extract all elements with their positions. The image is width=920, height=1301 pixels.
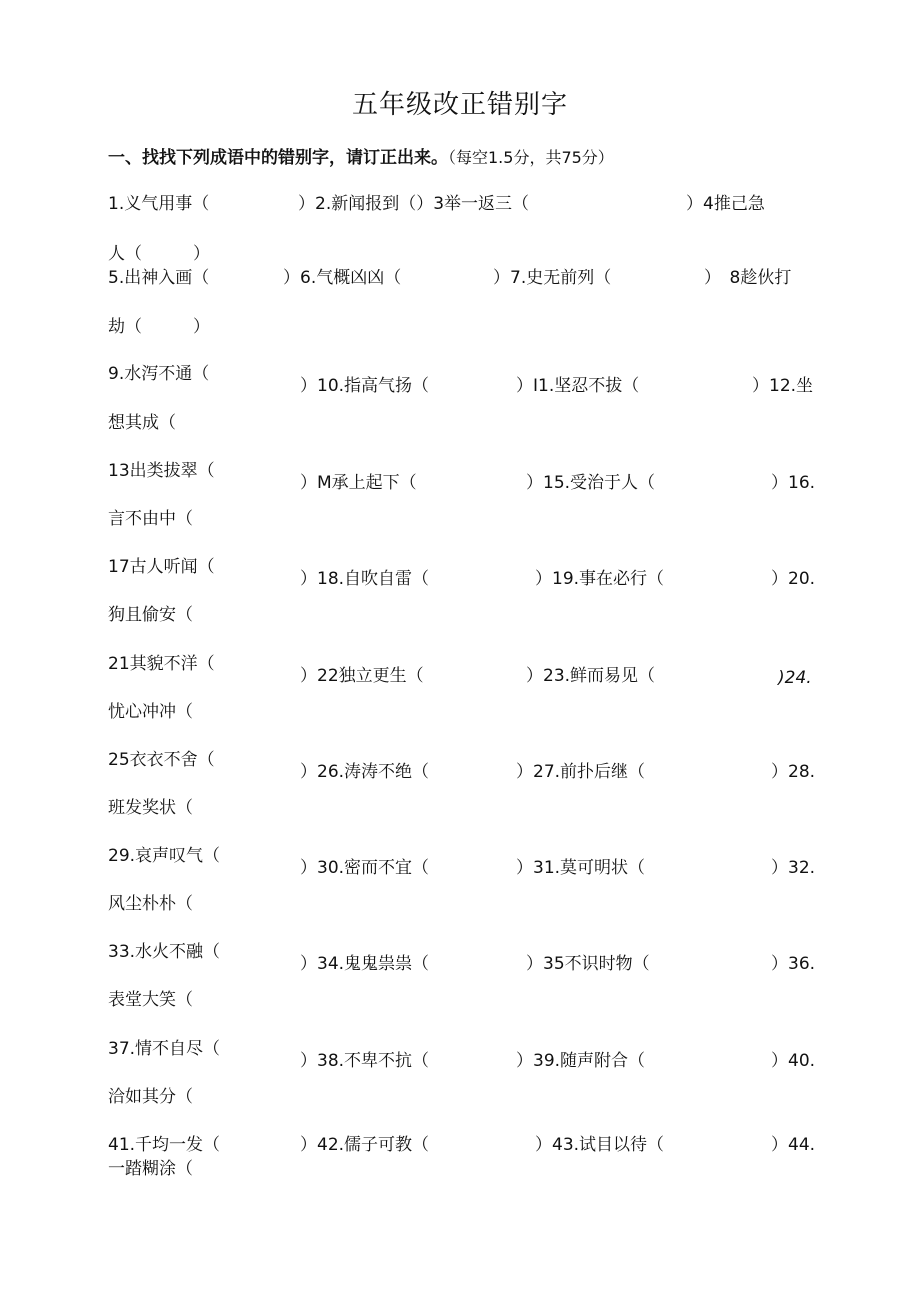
item-text: ）23.鲜而易见（ — [526, 666, 656, 686]
item-text: ）27.前扑后继（ — [516, 762, 646, 782]
item-text: 25衣衣不舍（ — [108, 750, 215, 770]
item-continuation: 班发奖状（ — [108, 798, 193, 818]
item-continuation: 洽如其分（ — [108, 1087, 193, 1107]
item-continuation: 劫（ ） — [108, 317, 210, 337]
item-text: 29.哀声叹气（ — [108, 846, 221, 866]
item-text: ）38.不卑不抗（ — [300, 1051, 430, 1071]
item-text: ）16. — [771, 473, 816, 493]
item-continuation: 一踏糊涂（ — [108, 1159, 193, 1179]
item-text: ）12.坐 — [752, 376, 814, 396]
item-text: ）I1.坚忍不拔（ — [516, 376, 640, 396]
item-continuation: 表堂大笑（ — [108, 990, 193, 1010]
item-text: )24. — [778, 668, 812, 688]
item-text: ） 8趁伙打 — [704, 268, 792, 288]
item-text: 13出类拔翠（ — [108, 461, 215, 481]
item-text: ）40. — [771, 1051, 816, 1071]
section-instruction — [108, 143, 614, 168]
item-text: ）30.密而不宜（ — [300, 858, 430, 878]
item-continuation: 狗且偷安（ — [108, 605, 193, 625]
item-continuation: 想其成（ — [108, 413, 176, 433]
item-text: ）43.试目以待（ — [535, 1135, 665, 1155]
item-text: ）22独立更生（ — [300, 666, 424, 686]
item-text: ）M承上起下（ — [300, 473, 417, 493]
page-title: 五年级改正错别字 — [351, 90, 568, 120]
item-text: 37.情不自尽（ — [108, 1039, 221, 1059]
item-text: 5.出神入画（ — [108, 268, 210, 288]
item-continuation: 风尘朴朴（ — [108, 894, 193, 914]
item-text: ）44. — [771, 1135, 816, 1155]
item-text: 21其貌不洋（ — [108, 654, 215, 674]
item-continuation: 人（ ） — [108, 244, 210, 264]
item-text: ）15.受治于人（ — [526, 473, 656, 493]
item-text: ）7.史无前列（ — [493, 268, 612, 288]
item-text: ）2.新闻报到（）3举一返三（ — [298, 194, 530, 214]
item-text: ）26.涛涛不绝（ — [300, 762, 430, 782]
section-heading: 一、找找下列成语中的错别字，请订正出来。 — [108, 148, 448, 168]
item-text: ）10.指高气扬（ — [300, 376, 430, 396]
item-text: ）19.事在必行（ — [535, 569, 665, 589]
item-text: ）20. — [771, 569, 816, 589]
item-text: ）31.莫可明状（ — [516, 858, 646, 878]
item-text: ）32. — [771, 858, 816, 878]
item-continuation: 忧心冲冲（ — [108, 702, 193, 722]
item-text: 41.千均一发（ — [108, 1135, 221, 1155]
item-text: ）4推己急 — [686, 194, 765, 214]
item-text: ）35不识时物（ — [526, 954, 650, 974]
section-note: （每空1.5分，共75分） — [448, 148, 614, 167]
item-text: 1.义气用事（ — [108, 194, 210, 214]
item-text: ）42.儒子可教（ — [300, 1135, 430, 1155]
item-text: ）6.气概凶凶（ — [283, 268, 402, 288]
item-text: ）36. — [771, 954, 816, 974]
item-text: 33.水火不融（ — [108, 942, 221, 962]
item-text: ）34.鬼鬼祟祟（ — [300, 954, 430, 974]
item-text: 9.水泻不通（ — [108, 364, 210, 384]
item-text: ）28. — [771, 762, 816, 782]
item-text: 17古人听闻（ — [108, 557, 215, 577]
item-text: ）18.自吹自雷（ — [300, 569, 430, 589]
item-continuation: 言不由中（ — [108, 509, 193, 529]
item-text: ）39.随声附合（ — [516, 1051, 646, 1071]
